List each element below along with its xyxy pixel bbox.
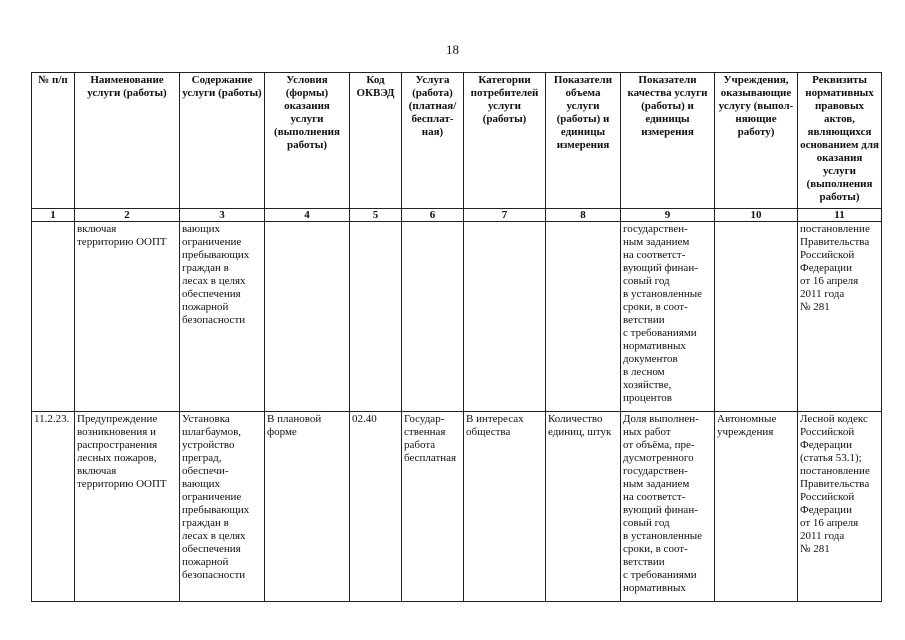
cell-line: ственная [404, 426, 446, 438]
cell-line: № 281 [800, 301, 830, 313]
header-cell: Содержание услуги (работы) [180, 73, 265, 209]
cell-line: на соответст- [623, 249, 686, 261]
table-row-main [32, 412, 882, 602]
page-number: 18 [446, 42, 459, 57]
cell-line: Доля выполнен- [623, 413, 699, 425]
cell-line: Федерации [800, 504, 852, 516]
cell-line: Лесной кодекс [800, 413, 868, 425]
cell-line: с требованиями [623, 569, 697, 581]
cell-quality-indicators [621, 412, 715, 602]
column-number: 6 [402, 209, 464, 222]
cell-line: пребывающих [182, 504, 250, 516]
column-number: 2 [75, 209, 180, 222]
cell-line: от 16 апреля [800, 275, 859, 287]
cell-line: Количество [548, 413, 603, 425]
column-number: 7 [464, 209, 546, 222]
cell-content [180, 412, 265, 602]
cell-line: обеспечи- [182, 465, 229, 477]
header-cell: Реквизиты нормативных правовых актов, являющихся основанием для оказания услуги (выполнения работы) [798, 73, 882, 209]
cell-line: нормативных [623, 340, 686, 352]
cell-line: ветствии [623, 556, 665, 568]
cell-line: ных работ [623, 426, 671, 438]
cell-line: вующий финан- [623, 504, 698, 516]
cell-institutions [715, 412, 798, 602]
column-number: 3 [180, 209, 265, 222]
cell-line: совый год [623, 517, 670, 529]
cell-line: государствен- [623, 465, 688, 477]
cell-line: на соответст- [623, 491, 686, 503]
cell-line: вающих [182, 223, 221, 235]
header-cell: Код ОКВЭД [350, 73, 402, 209]
cell-line: в установленные [623, 288, 703, 300]
cell-line: учреждения [717, 426, 774, 438]
cell-line: вающих [182, 478, 221, 490]
header-cell: Услуга (работа) (платная/ бесплат- ная) [402, 73, 464, 209]
cell-line: ным заданием [623, 478, 690, 490]
cell-service-name [75, 222, 180, 412]
column-number-row [32, 209, 882, 222]
cell-line: форме [267, 426, 297, 438]
cell-line: Правительства [800, 236, 870, 248]
header-cell: Категории потребителей услуги (работы) [464, 73, 546, 209]
cell-line: преград, [182, 452, 222, 464]
cell-line: Правительства [800, 478, 870, 490]
cell-line: пожарной [182, 556, 229, 568]
cell-volume-indicators [546, 222, 621, 412]
column-number: 9 [621, 209, 715, 222]
cell-line: от объёма, пре- [623, 439, 695, 451]
cell-line: (статья 53.1); [800, 452, 862, 464]
cell-line: ограничение [182, 236, 242, 248]
header-row [32, 73, 882, 209]
cell-line: пожарной [182, 301, 229, 313]
cell-line: возникновения и [77, 426, 156, 438]
cell-consumers [464, 222, 546, 412]
header-cell: Условия (формы) оказания услуги (выполнения работы) [265, 73, 350, 209]
cell-line: совый год [623, 275, 670, 287]
cell-line: Российской [800, 249, 855, 261]
cell-line: граждан в [182, 262, 229, 274]
cell-number: 11.2.23. [32, 412, 75, 602]
header-cell: Учреждения, оказывающие услугу (выпол- няющие работу) [715, 73, 798, 209]
header-cell: Показатели качества услуги (работы) и единицы измерения [621, 73, 715, 209]
column-number: 4 [265, 209, 350, 222]
header-cell: № п/п [32, 73, 75, 209]
cell-line: лесных пожаров, [77, 452, 157, 464]
cell-line: сроки, в соот- [623, 301, 688, 313]
cell-consumers [464, 412, 546, 602]
cell-line: бесплатная [404, 452, 457, 464]
cell-paid-free [402, 412, 464, 602]
cell-line: государствен- [623, 223, 688, 235]
cell-line: в лесном [623, 366, 665, 378]
cell-line: Предупреждение [77, 413, 158, 425]
cell-line: лесах в целях [182, 275, 246, 287]
cell-quality-indicators [621, 222, 715, 412]
cell-line: от 16 апреля [800, 517, 859, 529]
cell-line: хозяйстве, [623, 379, 672, 391]
cell-line: территорию ООПТ [77, 236, 167, 248]
column-number: 11 [798, 209, 882, 222]
cell-line: сроки, в соот- [623, 543, 688, 555]
cell-okved [350, 412, 402, 602]
header-cell: Наименование услуги (работы) [75, 73, 180, 209]
cell-line: В интересах [466, 413, 524, 425]
cell-line: лесах в целях [182, 530, 246, 542]
cell-line: Российской [800, 426, 855, 438]
cell-line: № 281 [800, 543, 830, 555]
cell-line: единиц, штук [548, 426, 612, 438]
column-number: 5 [350, 209, 402, 222]
cell-institutions [715, 222, 798, 412]
cell-line: ным заданием [623, 236, 690, 248]
cell-line: территорию ООПТ [77, 478, 167, 490]
cell-line: постановление [800, 223, 870, 235]
cell-line: 2011 года [800, 288, 845, 300]
cell-line: дусмотренного [623, 452, 694, 464]
cell-line: в установленные [623, 530, 703, 542]
cell-paid-free [402, 222, 464, 412]
cell-line: нормативных [623, 582, 686, 594]
header-cell: Показатели объема услуги (работы) и единицы измерения [546, 73, 621, 209]
column-number: 1 [32, 209, 75, 222]
cell-conditions [265, 412, 350, 602]
cell-line: постановление [800, 465, 870, 477]
cell-line: Автономные [717, 413, 777, 425]
cell-line: вующий финан- [623, 262, 698, 274]
cell-line: ограничение [182, 491, 242, 503]
cell-line: ветствии [623, 314, 665, 326]
cell-line: документов [623, 353, 678, 365]
cell-line: включая [77, 465, 117, 477]
cell-line: 02.40 [352, 413, 377, 425]
services-table [31, 72, 882, 602]
cell-line: В плановой [267, 413, 322, 425]
cell-line: с требованиями [623, 327, 697, 339]
cell-content [180, 222, 265, 412]
cell-line: Федерации [800, 262, 852, 274]
cell-service-name [75, 412, 180, 602]
cell-line: общества [466, 426, 511, 438]
cell-okved [350, 222, 402, 412]
cell-line: пребывающих [182, 249, 250, 261]
cell-volume-indicators [546, 412, 621, 602]
cell-line: 2011 года [800, 530, 845, 542]
cell-legal-acts [798, 412, 882, 602]
cell-line: работа [404, 439, 436, 451]
cell-line: обеспечения [182, 543, 241, 555]
cell-line: процентов [623, 392, 672, 404]
cell-legal-acts [798, 222, 882, 412]
cell-line: включая [77, 223, 117, 235]
cell-line: Установка [182, 413, 230, 425]
column-number: 10 [715, 209, 798, 222]
cell-number [32, 222, 75, 412]
table-row-continued [32, 222, 882, 412]
cell-line: шлагбаумов, [182, 426, 242, 438]
cell-line: безопасности [182, 569, 246, 581]
cell-line: устройство [182, 439, 235, 451]
cell-line: распространения [77, 439, 158, 451]
cell-line: обеспечения [182, 288, 241, 300]
cell-line: Государ- [404, 413, 445, 425]
cell-line: граждан в [182, 517, 229, 529]
cell-line: безопасности [182, 314, 246, 326]
cell-line: Российской [800, 491, 855, 503]
cell-conditions [265, 222, 350, 412]
cell-line: Федерации [800, 439, 852, 451]
column-number: 8 [546, 209, 621, 222]
